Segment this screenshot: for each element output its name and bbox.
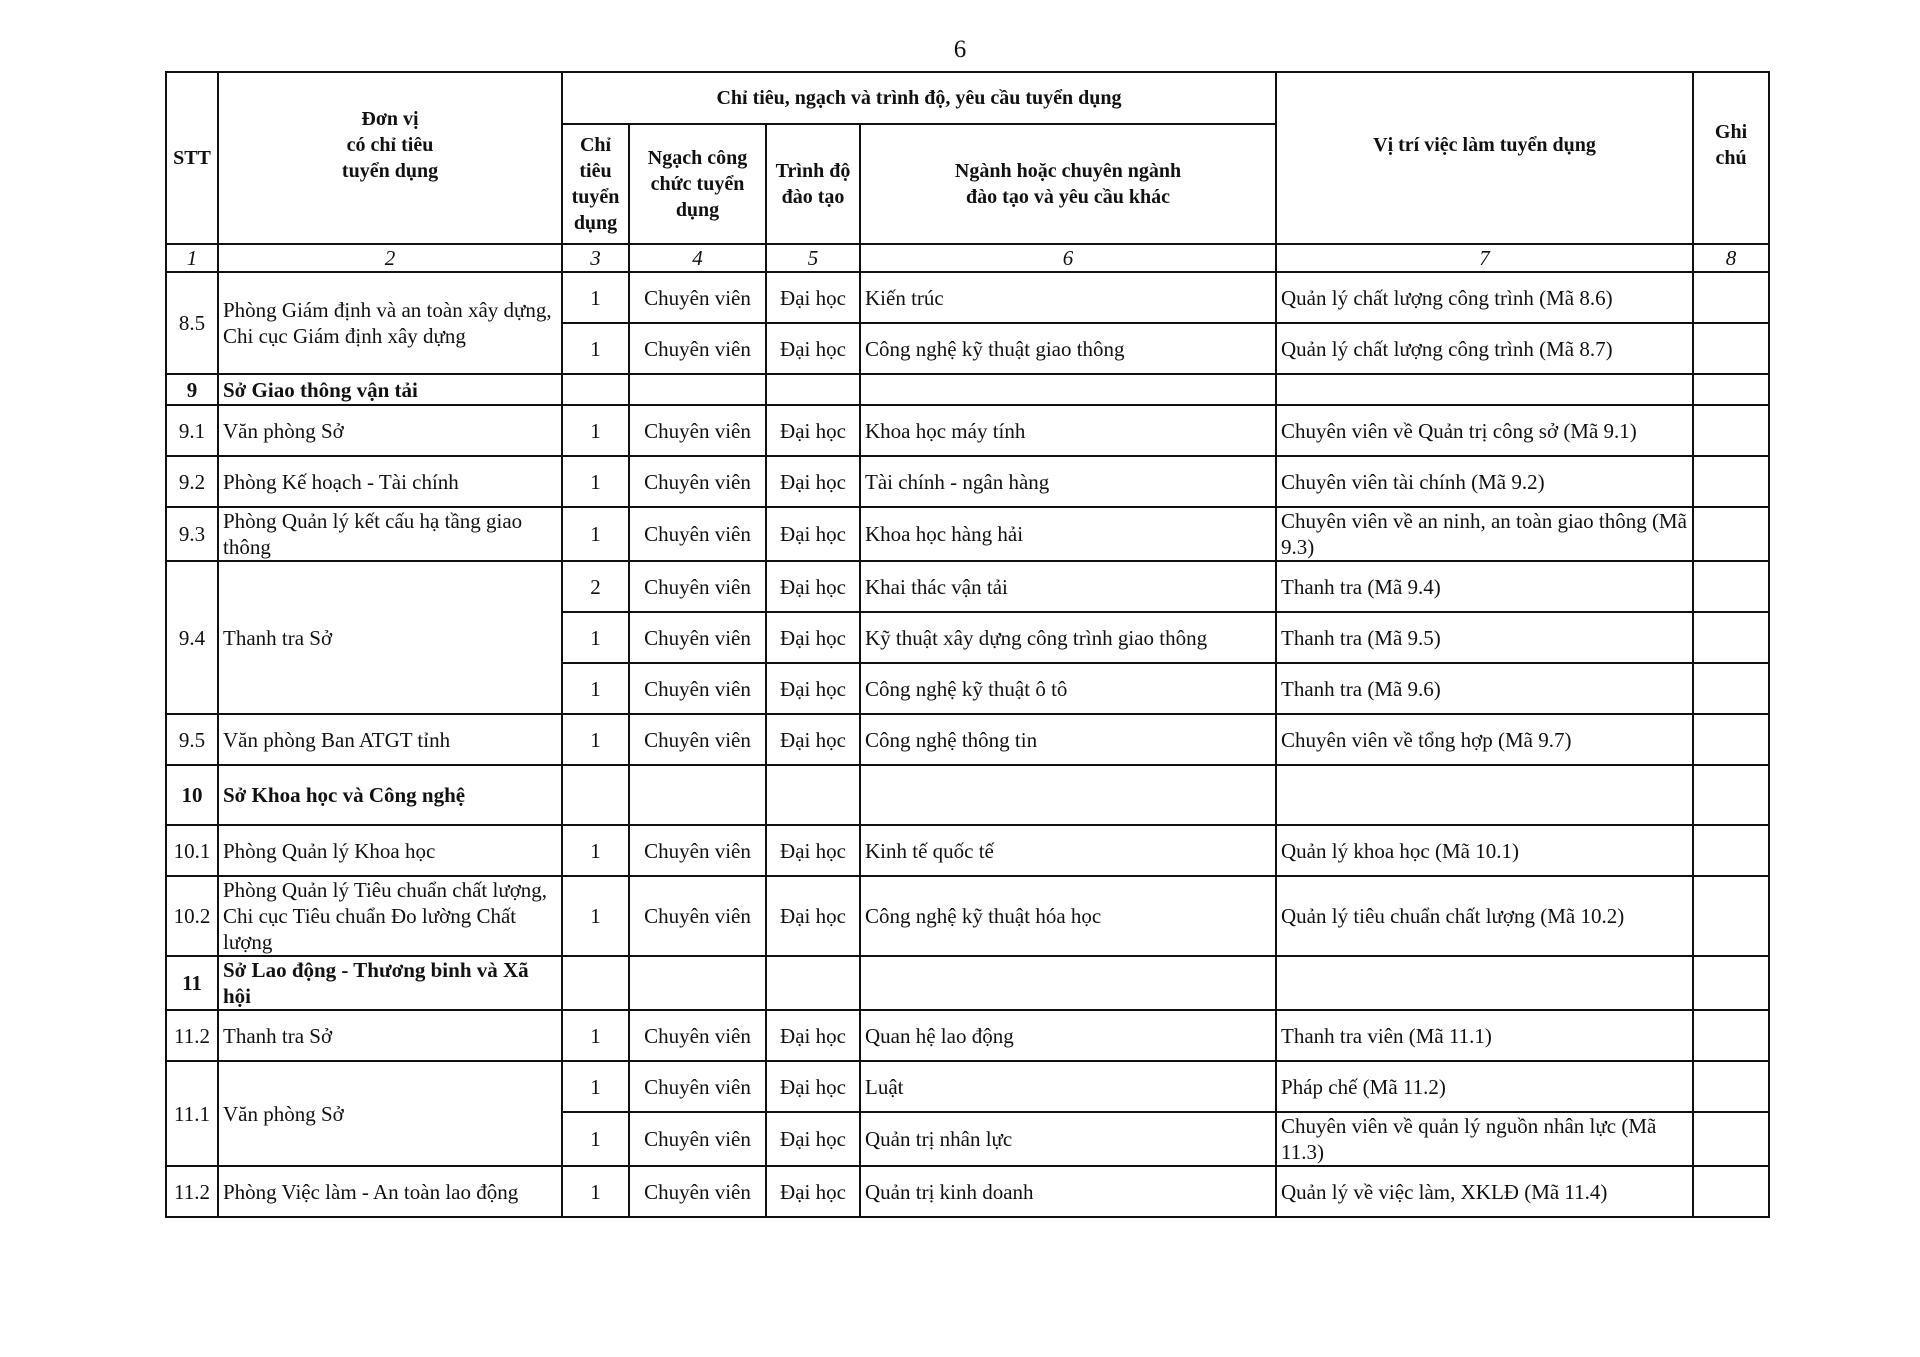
cell-stt: 10 [166,765,218,825]
column-number: 2 [218,244,562,272]
cell-level: Đại học [766,1112,860,1166]
cell-position: Quản lý tiêu chuẩn chất lượng (Mã 10.2) [1276,876,1693,956]
cell-stt: 9.5 [166,714,218,765]
header-major-line: đào tạo và yêu cầu khác [966,186,1170,208]
cell-position: Quản lý chất lượng công trình (Mã 8.7) [1276,323,1693,374]
cell-note [1693,612,1769,663]
header-grade-line: dụng [675,199,720,221]
cell-grade: Chuyên viên [629,405,766,456]
cell-position: Quản lý về việc làm, XKLĐ (Mã 11.4) [1276,1166,1693,1217]
cell-empty [562,374,629,405]
cell-unit: Phòng Quản lý Tiêu chuẩn chất lượng, Chi cục Tiêu chuẩn Đo lường Chất lượng [218,876,562,956]
cell-unit: Văn phòng Sở [218,1061,562,1166]
cell-position: Quản lý chất lượng công trình (Mã 8.6) [1276,272,1693,323]
table-row [166,507,1769,561]
cell-empty [1693,956,1769,1010]
cell-major: Khai thác vận tải [860,561,1276,612]
header-quota-line: dụng [573,212,618,234]
header-unit-line: có chỉ tiêu [346,134,434,156]
cell-level: Đại học [766,1061,860,1112]
cell-empty [860,765,1276,825]
cell-grade: Chuyên viên [629,612,766,663]
header-grade-line: Ngạch công [647,147,748,169]
cell-major: Luật [860,1061,1276,1112]
column-number: 7 [1276,244,1693,272]
cell-grade: Chuyên viên [629,1061,766,1112]
cell-grade: Chuyên viên [629,876,766,956]
cell-note [1693,561,1769,612]
cell-major: Công nghệ kỹ thuật giao thông [860,323,1276,374]
cell-unit: Sở Khoa học và Công nghệ [218,765,562,825]
cell-quota: 1 [562,1112,629,1166]
cell-stt: 11.2 [166,1166,218,1217]
cell-stt: 9 [166,374,218,405]
cell-position: Chuyên viên về tổng hợp (Mã 9.7) [1276,714,1693,765]
cell-quota: 1 [562,825,629,876]
header-quota-line: tuyển [571,186,620,208]
cell-empty [766,374,860,405]
header-quota-line: tiêu [579,160,612,182]
cell-stt: 10.2 [166,876,218,956]
cell-stt: 9.2 [166,456,218,507]
cell-empty [860,956,1276,1010]
cell-note [1693,1112,1769,1166]
header-unit-line: Đơn vị [361,108,419,130]
cell-unit: Thanh tra Sở [218,1010,562,1061]
cell-level: Đại học [766,663,860,714]
cell-unit: Thanh tra Sở [218,561,562,714]
cell-grade: Chuyên viên [629,561,766,612]
cell-position: Chuyên viên về quản lý nguồn nhân lực (Mã 11.3) [1276,1112,1693,1166]
table-row [166,561,1769,612]
cell-unit: Sở Lao động - Thương binh và Xã hội [218,956,562,1010]
group-row [166,956,1769,1010]
column-number: 5 [766,244,860,272]
cell-major: Kỹ thuật xây dựng công trình giao thông [860,612,1276,663]
header-level [766,124,860,244]
cell-quota: 1 [562,507,629,561]
cell-grade: Chuyên viên [629,1010,766,1061]
cell-grade: Chuyên viên [629,323,766,374]
header-position [1276,72,1693,244]
cell-note [1693,405,1769,456]
table-row [166,272,1769,323]
cell-empty [1693,374,1769,405]
cell-note [1693,323,1769,374]
cell-unit: Sở Giao thông vận tải [218,374,562,405]
cell-position: Quản lý khoa học (Mã 10.1) [1276,825,1693,876]
header-note-line: chú [1715,147,1747,169]
cell-quota: 1 [562,876,629,956]
cell-quota: 1 [562,272,629,323]
cell-quota: 1 [562,405,629,456]
header-note [1693,72,1769,244]
cell-level: Đại học [766,272,860,323]
cell-grade: Chuyên viên [629,272,766,323]
cell-grade: Chuyên viên [629,825,766,876]
column-number: 1 [166,244,218,272]
cell-quota: 2 [562,561,629,612]
cell-quota: 1 [562,1061,629,1112]
cell-major: Tài chính - ngân hàng [860,456,1276,507]
cell-quota: 1 [562,456,629,507]
cell-level: Đại học [766,1010,860,1061]
cell-empty [629,374,766,405]
cell-quota: 1 [562,323,629,374]
group-row [166,374,1769,405]
cell-major: Kinh tế quốc tế [860,825,1276,876]
cell-stt: 9.1 [166,405,218,456]
header-grade-line: chức tuyển [650,173,745,195]
cell-position: Chuyên viên tài chính (Mã 9.2) [1276,456,1693,507]
header-quota-line: Chỉ [579,134,612,156]
header-level-line: đào tạo [781,186,845,208]
cell-empty [1693,765,1769,825]
cell-major: Khoa học hàng hải [860,507,1276,561]
header-note-line: Ghi [1714,121,1748,143]
cell-position: Chuyên viên về Quản trị công sở (Mã 9.1) [1276,405,1693,456]
cell-quota: 1 [562,714,629,765]
header-major [860,124,1276,244]
column-number-row [166,244,1769,272]
cell-major: Quản trị kinh doanh [860,1166,1276,1217]
header-stt: STT [166,72,218,244]
cell-position: Pháp chế (Mã 11.2) [1276,1061,1693,1112]
cell-stt: 10.1 [166,825,218,876]
cell-note [1693,876,1769,956]
cell-level: Đại học [766,825,860,876]
column-number: 6 [860,244,1276,272]
cell-major: Công nghệ kỹ thuật ô tô [860,663,1276,714]
cell-position: Thanh tra (Mã 9.4) [1276,561,1693,612]
header-grade [629,124,766,244]
cell-position: Chuyên viên về an ninh, an toàn giao thông (Mã 9.3) [1276,507,1693,561]
column-number: 4 [629,244,766,272]
cell-empty [562,956,629,1010]
cell-note [1693,456,1769,507]
header-quota [562,124,629,244]
cell-stt: 9.4 [166,561,218,714]
cell-major: Quản trị nhân lực [860,1112,1276,1166]
cell-empty [1276,956,1693,1010]
cell-unit: Phòng Kế hoạch - Tài chính [218,456,562,507]
cell-level: Đại học [766,561,860,612]
table-row [166,1010,1769,1061]
header-unit-line: tuyển dụng [341,160,439,182]
cell-stt: 11.2 [166,1010,218,1061]
recruitment-table [165,71,1770,1218]
cell-stt: 11 [166,956,218,1010]
group-row [166,765,1769,825]
cell-major: Công nghệ thông tin [860,714,1276,765]
cell-quota: 1 [562,612,629,663]
cell-unit: Văn phòng Sở [218,405,562,456]
cell-unit: Phòng Giám định và an toàn xây dựng, Chi cục Giám định xây dựng [218,272,562,374]
cell-level: Đại học [766,405,860,456]
cell-grade: Chuyên viên [629,663,766,714]
page-number: 6 [953,36,967,63]
cell-major: Kiến trúc [860,272,1276,323]
header-group: Chỉ tiêu, ngạch và trình độ, yêu cầu tuyển dụng [562,72,1276,124]
cell-stt: 8.5 [166,272,218,374]
cell-empty [1276,765,1693,825]
cell-major: Công nghệ kỹ thuật hóa học [860,876,1276,956]
table-row [166,1061,1769,1112]
cell-level: Đại học [766,876,860,956]
cell-level: Đại học [766,1166,860,1217]
cell-level: Đại học [766,323,860,374]
cell-position: Thanh tra (Mã 9.6) [1276,663,1693,714]
header-major-line: Ngành hoặc chuyên ngành [954,160,1182,182]
cell-note [1693,663,1769,714]
cell-empty [562,765,629,825]
cell-note [1693,825,1769,876]
table-row [166,405,1769,456]
cell-unit: Phòng Quản lý kết cấu hạ tầng giao thông [218,507,562,561]
table-row [166,876,1769,956]
cell-empty [766,765,860,825]
cell-note [1693,1061,1769,1112]
cell-grade: Chuyên viên [629,1166,766,1217]
table-row [166,456,1769,507]
column-number: 3 [562,244,629,272]
cell-empty [860,374,1276,405]
cell-major: Khoa học máy tính [860,405,1276,456]
cell-major: Quan hệ lao động [860,1010,1276,1061]
cell-note [1693,1166,1769,1217]
cell-note [1693,507,1769,561]
cell-note [1693,714,1769,765]
cell-position: Thanh tra (Mã 9.5) [1276,612,1693,663]
cell-unit: Phòng Việc làm - An toàn lao động [218,1166,562,1217]
header-position-text: Vị trí việc làm tuyển dụng [1373,134,1596,156]
cell-position: Thanh tra viên (Mã 11.1) [1276,1010,1693,1061]
cell-stt: 11.1 [166,1061,218,1166]
cell-empty [766,956,860,1010]
cell-grade: Chuyên viên [629,507,766,561]
cell-grade: Chuyên viên [629,456,766,507]
cell-unit: Văn phòng Ban ATGT tỉnh [218,714,562,765]
cell-level: Đại học [766,507,860,561]
cell-grade: Chuyên viên [629,1112,766,1166]
cell-grade: Chuyên viên [629,714,766,765]
cell-note [1693,272,1769,323]
cell-empty [1276,374,1693,405]
cell-level: Đại học [766,456,860,507]
cell-empty [629,765,766,825]
cell-note [1693,1010,1769,1061]
header-level-line: Trình độ [775,160,851,182]
cell-stt: 9.3 [166,507,218,561]
header-unit [218,72,562,244]
table-row [166,714,1769,765]
cell-quota: 1 [562,1166,629,1217]
cell-empty [629,956,766,1010]
table-row [166,1166,1769,1217]
column-number: 8 [1693,244,1769,272]
cell-level: Đại học [766,714,860,765]
cell-quota: 1 [562,663,629,714]
table-row [166,825,1769,876]
cell-unit: Phòng Quản lý Khoa học [218,825,562,876]
cell-quota: 1 [562,1010,629,1061]
cell-level: Đại học [766,612,860,663]
